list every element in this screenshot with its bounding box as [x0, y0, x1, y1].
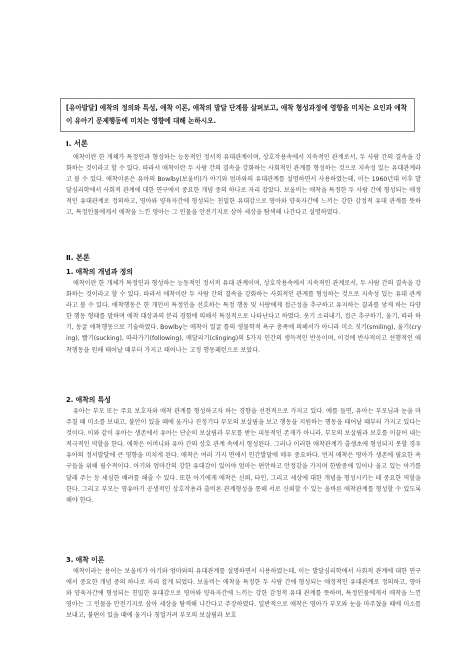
- body-heading: Ⅱ. 본론: [66, 253, 90, 262]
- theory-paragraph: 애착이라는 용어는 보울비가 아기와 엄마와의 유대관계를 설명하면서 사용하였는데, 이는 발달심리학에서 사회적 관계에 대한 연구에서 중요한 개념 중의 하나로 자리 잡게 되었다. 보울비는 애착을 특정한 두 사람 간에 형성되는 애정적인 유대관계로 정의하고, 영아와 양육자간에 형성되는 친밀한 유대감으로 영아와 양육자간에 느끼는 강한 감정적 유대 관계를 뜻하며, 특정인물에게서 애착을 느낀 영아는 그 인물을 안전기지로 삼아 세상을 탐색해 나간다고 주장하였다. 일반적으로 애착은 영아가 부모와 눈을 마주쳤을 때에 미소를 보내고, 불편이 있을 때에 울거나 칭얼거려 부모의 보살핌과 보호: [66, 568, 421, 620]
- traits-paragraph: 유아는 부모 또는 주요 보호자와 애착 관계를 형성하고자 하는 경향을 선천적으로 가지고 있다. 예를 들면, 유아는 부모님과 눈을 마주칠 때 미소를 보내고, 불안이 있을 때에 울거나 진정기다 부모의 보살핌을 보고 행동을 지원하는 행동을 태어날 때부터 가지고 있다는 것이다. 이와 같이 유아는 생존에서 유아는 단순히 보살핌과 부모를 받는 피동적인 존재가 아니라, 부모의 보살핌과 보호를 이끌어 내는 적극적인 역할을 한다. 애착은 어머니와 유아 간의 상호 관계 속에서 형성된다. 그러나 이러한 애착관계가 출생초에 형성되지 못할 경우 유아의 정서발달에 큰 영향을 미치게 된다. 애착은 여러 가지 면에서 인간발달에 매우 중요하다. 먼저 애착은 영아가 생존에 필요한 욕구들을 위해 필수적이다. 아기와 엄마간의 강한 유대감이 있어야 엄마는 편안하고 안정감을 가지며 한밤중에 일어나 울고 있는 아기를 달래 주는 등 세심한 배려를 해줄 수 있다. 또한 아기에게 애착은 신뢰, 타인, 그리고 세상에 대한 개념을 형성시키는 데 중요한 역할을 한다. 그리고 부모는 영유아기 공생적인 상호작용과 출비론 관계형성을 통해 서로 신뢰할 수 있는 올바른 애착관계를 형성할 수 있도록 해야 한다.: [66, 408, 421, 504]
- concept-heading: 1. 애착의 개념과 정의: [66, 268, 133, 276]
- document-title: [유아발달] 애착의 정의와 특성, 애착 이론, 애착의 발달 단계를 살펴보고, 애착 형성과정에 영향을 미치는 요인과 애착이 유아기 문제행동에 미치는 영향에 대해 논하시오.: [60, 98, 415, 132]
- traits-heading: 2. 애착의 특성: [66, 396, 111, 404]
- intro-heading: Ⅰ. 서론: [66, 139, 88, 148]
- intro-paragraph: 애착이란 한 개체가 특정인과 형성하는 능동적인 정서적 유대관계이며, 상호작용속에서 지속적인 관계로서, 두 사람 간의 결속을 강화하는 것이라고 할 수 있다. 따라서 애착이란 두 사람 간의 결속을 강화하는 사회적인 관계를 형성하는 것으로 지속성 있는 유대관계라고 볼 수 있다. 애착이론은 유아의 Bowlby(보울비)가 아기와 엄마와의 유대관계를 설명하면서 사용하였는데, 이는 1960년대 이후 발달심리학에서 사회적 관계에 대한 연구에서 중요한 개념 중의 하나로 자리 잡았다. 보울비는 애착을 특정한 두 사람 간에 형성되는 애정적인 유대관계로 정의하고, 영아와 양육자간에 형성되는 친밀한 유대감으로 영아와 양육자간에 느끼는 강한 감정적 유대 관계를 뜻하고, 특정인물에게서 애착을 느낀 영아는 그 인물을 안전기지로 삼아 세상을 탐색해 나간다고 설명하였다.: [66, 154, 421, 217]
- theory-heading: 3. 애착 이론: [66, 556, 105, 564]
- concept-paragraph: 애착이란 한 개체가 특정인과 형성하는 능동적인 정서적 유대 관계이며, 상호작용속에서 지속적인 관계로서, 두 사람 간의 결속을 강화하는 것이라고 할 수 있다. 따라서 애착이란 두 사람 간의 결속을 강화하는 사회적인 관계를 형성하는 것으로 지속성 있는 유대 관계라고 볼 수 있다. 애착행동은 한 개인이 특정인을 선호하는 특정 행동 및 사랑에게 접근성을 추구하고 유지하는 결과를 낳게 하는 다양한 행동 형태를 말하며 애착 대상과의 분리 경험에 의해서 특징적으로 나타난다고 하였다. 웃기 소리내기, 접근 추구하기, 울기, 따라 하기, 동굴 애착행동으로 기술하였다. Bowlby는 애착이 얼굴 틀의 생물학적 욕구 충족에 의해서가 아니라 미소 짓기(smiling), 울기(crying), 빨기(sucking), 따라가기(following), 매달리기(clinging)의 5가지 인간의 생득적인 반응이며, 이것에 반사적이고 선행적인 애착행동을 원해 태어날 때부터 가지고 태어나는 고정 행동패턴으로 보았다.: [66, 280, 421, 354]
